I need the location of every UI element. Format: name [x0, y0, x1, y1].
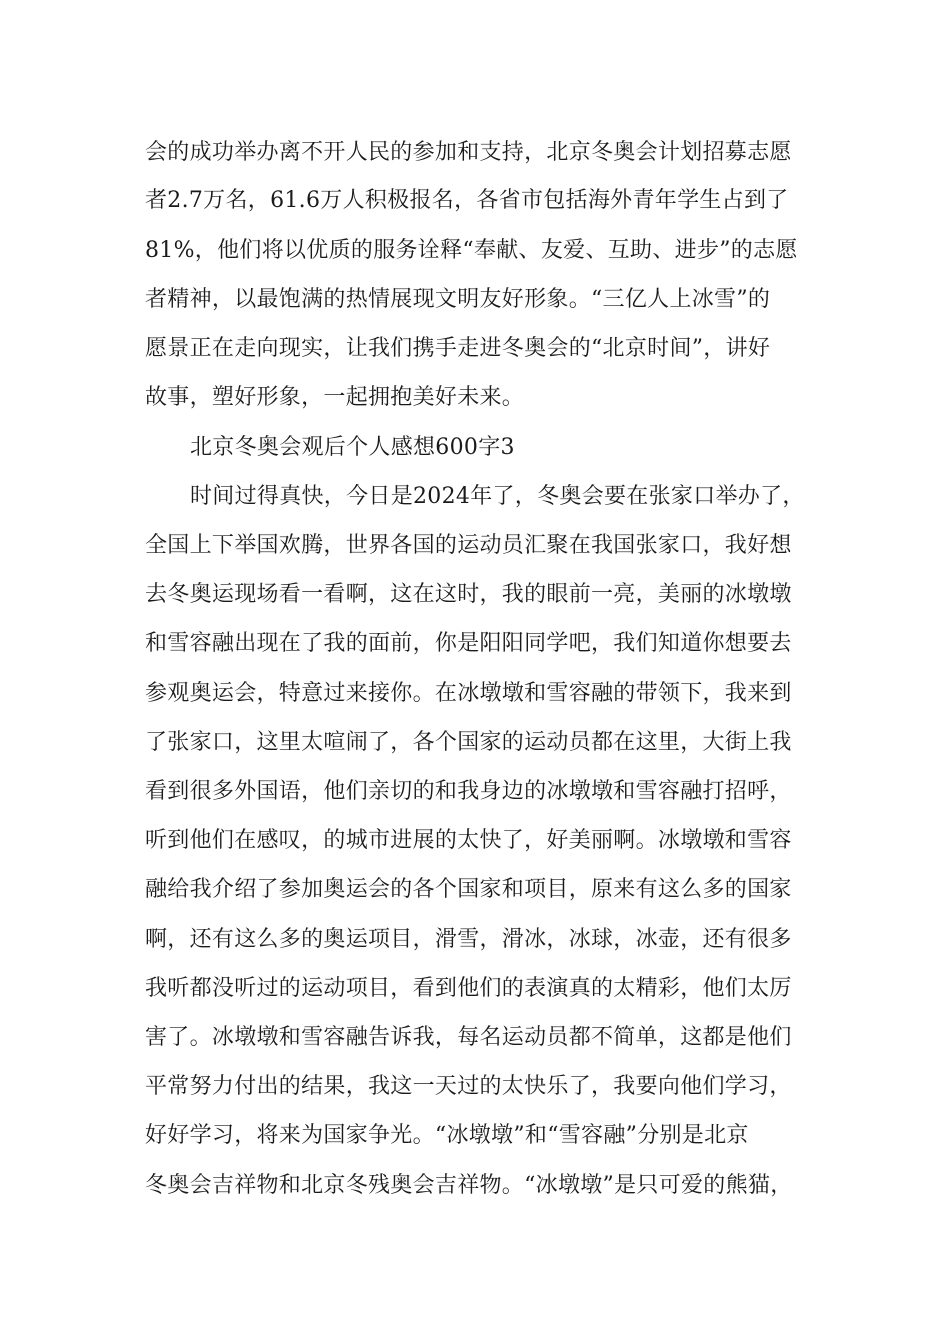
paragraph-line: 了张家口，这里太喧闹了，各个国家的运动员都在这里，大街上我 [145, 730, 792, 755]
paragraph-line: 去冬奥运现场看一看啊，这在这时，我的眼前一亮，美丽的冰墩墩 [145, 582, 792, 607]
paragraph-line: 平常努力付出的结果，我这一天过的太快乐了，我要向他们学习， [145, 1074, 792, 1099]
paragraph-line: 全国上下举国欢腾，世界各国的运动员汇聚在我国张家口，我好想 [145, 533, 792, 558]
paragraph-line: 听到他们在感叹，的城市进展的太快了，好美丽啊。冰墩墩和雪容 [145, 828, 792, 853]
paragraph-line: 者精神，以最饱满的热情展现文明友好形象。“三亿人上冰雪”的 [145, 287, 771, 312]
paragraph-line: 好好学习，将来为国家争光。“冰墩墩”和“雪容融”分别是北京 [145, 1123, 749, 1148]
paragraph-line: 故事，塑好形象，一起拥抱美好未来。 [145, 385, 525, 410]
paragraph-line: 看到很多外国语，他们亲切的和我身边的冰墩墩和雪容融打招呼， [145, 779, 792, 804]
paragraph-line: 和雪容融出现在了我的面前，你是阳阳同学吧，我们知道你想要去 [145, 631, 792, 656]
paragraph-line: 害了。冰墩墩和雪容融告诉我，每名运动员都不简单，这都是他们 [145, 1025, 792, 1050]
paragraph-line: 冬奥会吉祥物和北京冬残奥会吉祥物。“冰墩墩”是只可爱的熊猫， [145, 1173, 793, 1198]
paragraph-line: 时间过得真快，今日是2024年了，冬奥会要在张家口举办了， [190, 484, 805, 509]
paragraph-line: 会的成功举办离不开人民的参加和支持，北京冬奥会计划招募志愿 [145, 140, 792, 165]
paragraph-line: 啊，还有这么多的奥运项目，滑雪，滑冰，冰球，冰壶，还有很多 [145, 927, 792, 952]
paragraph-line: 融给我介绍了参加奥运会的各个国家和项目，原来有这么多的国家 [145, 877, 792, 902]
section-heading: 北京冬奥会观后个人感想600字3 [190, 435, 515, 460]
paragraph-line: 愿景正在走向现实，让我们携手走进冬奥会的“北京时间”，讲好 [145, 336, 771, 361]
paragraph-line: 81%，他们将以优质的服务诠释“奉献、友爱、互助、进步”的志愿 [145, 238, 798, 263]
paragraph-line: 参观奥运会，特意过来接你。在冰墩墩和雪容融的带领下，我来到 [145, 681, 792, 706]
paragraph-line: 我听都没听过的运动项目，看到他们的表演真的太精彩，他们太厉 [145, 976, 792, 1001]
paragraph-line: 者2.7万名，61.6万人积极报名，各省市包括海外青年学生占到了 [145, 188, 789, 213]
